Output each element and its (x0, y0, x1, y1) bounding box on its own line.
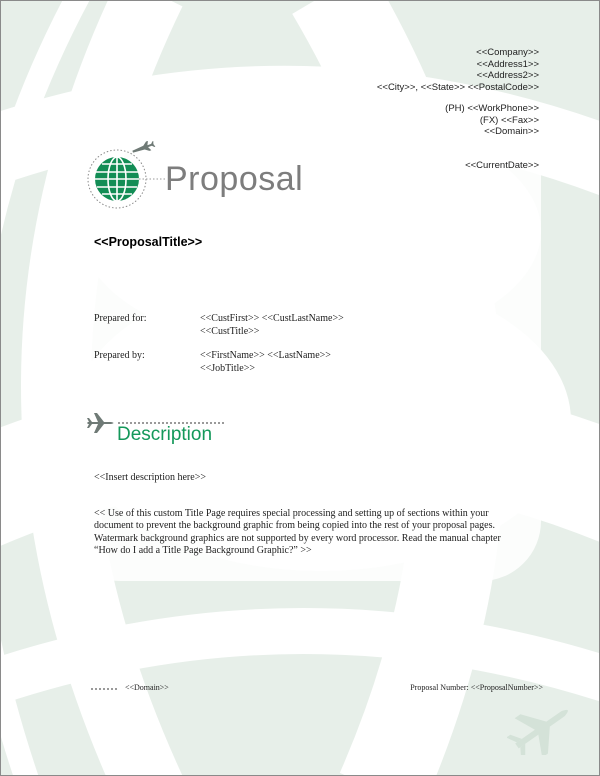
airplane-icon (87, 411, 117, 435)
address-line-2: <<Address2>> (476, 70, 539, 81)
city-state-postal: <<City>>, <<State>> <<PostalCode>> (376, 81, 539, 93)
customer-title: <<CustTitle>> (200, 325, 260, 337)
description-placeholder: <<Insert description here>> (94, 472, 206, 483)
prepared-for-value (200, 313, 344, 338)
airplane-icon (507, 699, 581, 755)
globe-with-airplane-icon (85, 141, 165, 215)
description-heading: Description (117, 424, 213, 445)
logo-wordmark: Proposal (165, 160, 304, 198)
proposal-title: <<ProposalTitle>> (94, 235, 203, 249)
customer-name: <<CustFirst>> <<CustLastName>> (200, 313, 344, 324)
current-date: <<CurrentDate>> (465, 160, 539, 171)
work-phone: (PH) <<WorkPhone>> (445, 103, 539, 114)
footer-dotted-rule (91, 688, 117, 690)
proposal-number: Proposal Number: <<ProposalNumber>> (410, 683, 543, 692)
prepared-by-value (200, 350, 331, 375)
contact-block (445, 103, 539, 138)
author-title: <<JobTitle>> (200, 362, 255, 374)
prepared-for-label: Prepared for: (94, 313, 147, 324)
fax-number: (FX) <<Fax>> (479, 114, 539, 126)
author-name: <<FirstName>> <<LastName>> (200, 350, 331, 361)
address-line-1: <<Address1>> (476, 58, 539, 70)
company-name: <<Company>> (476, 47, 539, 58)
company-address-block (377, 47, 539, 93)
domain: <<Domain>> (484, 126, 539, 137)
description-body: << Use of this custom Title Page requires special processing and setting up of sections within your document to prevent the background graphic from being copied into the rest of your proposal pages. Watermark background graphics are not supported by every word processor. Read the manual chapter “How do I add a Title Page Background Graphic?” >> (94, 508, 501, 556)
footer-domain: <<Domain>> (125, 683, 169, 692)
prepared-by-label: Prepared by: (94, 350, 145, 361)
